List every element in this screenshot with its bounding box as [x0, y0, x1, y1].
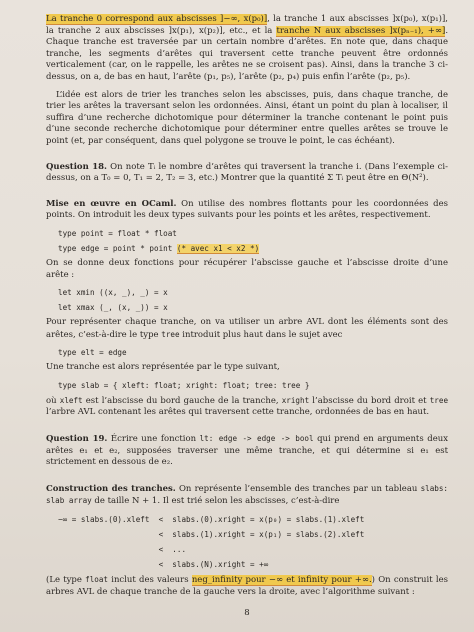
code-xmin: let xmin ((x, _), _) = x	[58, 288, 168, 298]
question-19: Question 19. Écrire une fonction lt: edge -> edge -> bool qui prend en arguments deux arêtes e₁ et e₂, supposées traverser une même tranche, et qui détermine si e₁ est strictement en dessous de e₂.	[46, 434, 448, 468]
page-number: 8	[244, 608, 250, 619]
ocaml-slab-text: Une tranche est alors représentée par le type suivant,	[46, 362, 280, 373]
highlight-infinity: neg_infinity pour −∞ et infinity pour +∞.	[191, 575, 372, 586]
question-18: Question 18. On note Tᵢ le nombre d’arêtes qui traversent la tranche i. (Dans l’exemple ci-dessus, on a T₀ = 0, T₁ = 2, T₂ = 3, etc.) Montrer que la quantité Σ Tᵢ peut être en Θ(N²).	[46, 161, 449, 184]
highlight-slab-0: La tranche 0 correspond aux abscisses ]−∞, x(p₀)]	[46, 14, 268, 24]
code-xmax: let xmax (_, (x, _)) = x	[58, 303, 168, 313]
paragraph-slabs: La tranche 0 correspond aux abscisses ]−∞, x(p₀)], la tranche 1 aux abscisses ]x(p₀), x(p₁)], la tranche 2 aux abscisses ]x(p₁), x(p₂)], etc., et la tranche N aux abscisses ]x(pₙ₋₁), +∞]. Chaque tranche est traversée par un certain nombre d’arêtes. En note que, dans chaque tranche, les segments d’arêtes qui traversent cette tranche peuvent être ordonnés verticalement (car, on le rappelle, les arêtes ne se croisent pas). Ainsi, dans la tranche 3 ci-dessus, on a, de bas en haut, l’arête (p₁, p₅), l’arête (p₂, p₄) puis enfin l’arête (p₂, p₅).	[46, 14, 449, 82]
ocaml-slab-desc: où xleft est l’abscisse du bord gauche de la tranche, xright l’abscisse du bord droit et tree l’arbre AVL contenant les arêtes qui traversent cette tranche, ordonnées de bas en haut.	[46, 395, 449, 418]
construction-text: Construction des tranches. On représente l’ensemble des tranches par un tableau slabs: slab array de taille N + 1. Il est trié selon les abscisses, c’est-à-dire	[46, 483, 448, 507]
last-paragraph: (Le type float inclut des valeurs neg_infinity pour −∞ et infinity pour +∞.) On construit les arbres AVL de chaque tranche de la gauche vers la droite, avec l’algorithme suivant :	[46, 575, 448, 597]
slabs-line-4: < slabs.(N).xright = +∞	[58, 560, 269, 570]
slabs-line-2: < slabs.(1).xright = x(p₁) = slabs.(2).xleft	[58, 530, 365, 540]
ocaml-intro: Mise en œuvre en OCaml. On utilise des nombres flottants pour les coordonnées des points. On introduit les deux types suivants pour les points et les arêtes, respectivement.	[46, 198, 448, 221]
highlight-comment: (* avec x1 < x2 *)	[176, 243, 260, 253]
code-type-edge: type edge = point * point (* avec x1 < x2 *)	[58, 243, 260, 253]
highlight-slab-n: tranche N aux abscisses ]x(pₙ₋₁), +∞]	[276, 25, 446, 36]
ocaml-avl-text: Pour représenter chaque tranche, on va utiliser un arbre AVL dont les éléments sont des arêtes, c’est-à-dire le type tree introduit plus haut dans le sujet avec	[46, 317, 448, 340]
code-type-point: type point = float * float	[58, 228, 177, 238]
paragraph-idea: L’idée est alors de trier les tranches selon les abscisses, puis, dans chaque tranche, de trier les arêtes la traversant selon les ordonnées. Ainsi, étant un point du plan à localiser, il suffira d’une recherche dichotomique pour déterminer la tranche contenant le point puis d’une seconde recherche dichotomique pour déterminer entre quelles arêtes se trouve le point (et, par conséquent, dans quel polygone se trouve le point, le cas échéant).	[46, 89, 448, 146]
slabs-line-3: < ...	[58, 545, 187, 555]
ocaml-functions-text: On se donne deux fonctions pour récupérer l’abscisse gauche et l’abscisse droite d’une arête :	[46, 257, 448, 280]
code-type-slab: type slab = { xleft: float; xright: float; tree: tree }	[58, 380, 310, 390]
code-type-elt: type elt = edge	[58, 348, 127, 358]
slabs-line-1: −∞ = slabs.(0).xleft < slabs.(0).xright = x(p₀) = slabs.(1).xleft	[58, 515, 365, 525]
